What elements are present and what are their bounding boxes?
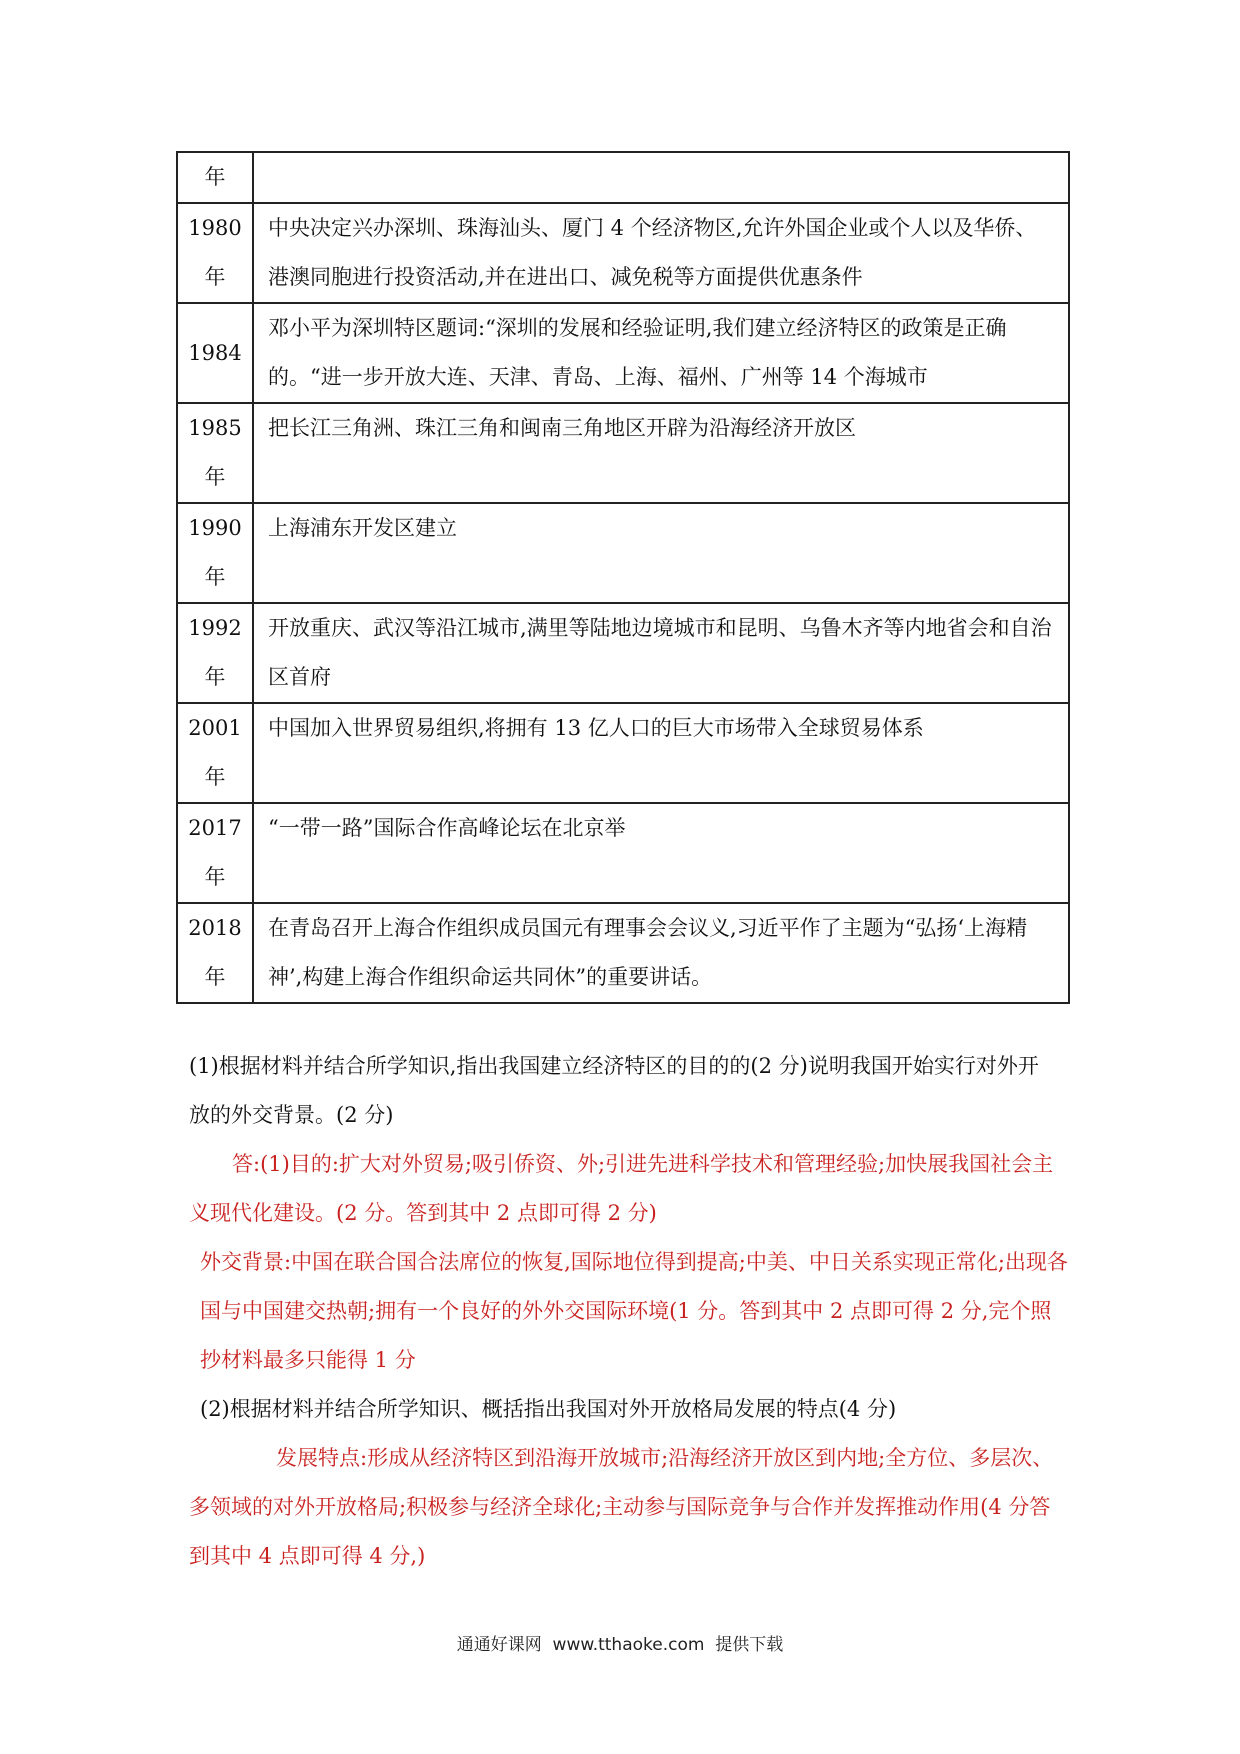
timeline-table xyxy=(176,151,1070,1004)
year-text: 1980 年 xyxy=(188,216,242,289)
year-text: 1984 xyxy=(188,340,242,365)
event-cell xyxy=(253,152,1069,203)
answer-1-background: 外交背景:中国在联合国合法席位的恢复,国际地位得到提高;中美、中日关系实现正常化;出现各国与中国建交热朝;拥有一个良好的外外交国际环境(1 分。答到其中 2 点即可得 2 分,完个照抄材料最多只能得 1 分 xyxy=(200,1250,1068,1372)
question-2: (2)根据材料并结合所学知识、概括指出我国对外开放格局发展的特点(4 分) xyxy=(200,1397,897,1421)
year-text: 2018 年 xyxy=(188,916,242,989)
event-cell: 开放重庆、武汉等沿江城市,满里等陆地边境城市和昆明、乌鲁木齐等内地省会和自治区首府 xyxy=(253,603,1069,703)
year-cell xyxy=(177,603,253,703)
question-1: (1)根据材料并结合所学知识,指出我国建立经济特区的目的的(2 分)说明我国开始实行对外开放的外交背景。(2 分) xyxy=(189,1054,1039,1127)
table-row xyxy=(177,503,1069,603)
table-row xyxy=(177,603,1069,703)
year-cell xyxy=(177,903,253,1003)
year-cell xyxy=(177,803,253,903)
footer-credit: 通通好课网 www.tthaoke.com 提供下载 xyxy=(456,1635,784,1655)
year-cell: 年 xyxy=(177,152,253,203)
answer-1-purpose: 答:(1)目的:扩大对外贸易;吸引侨资、外;引进先进科学技术和管理经验;加快展我国社会主义现代化建设。(2 分。答到其中 2 点即可得 2 分) xyxy=(189,1152,1054,1225)
event-cell: 把长江三角洲、珠江三角和闽南三角地区开辟为沿海经济开放区 xyxy=(253,403,1069,503)
year-text: 1990 年 xyxy=(188,516,242,589)
event-cell: 邓小平为深圳特区题词:“深圳的发展和经验证明,我们建立经济特区的政策是正确的。“进一步开放大连、天津、青岛、上海、福州、广州等 14 个海城市 xyxy=(253,303,1069,403)
event-cell: 在青岛召开上海合作组织成员国元有理事会会议义,习近平作了主题为“弘扬‘上海精神’,构建上海合作组织命运共同休”的重要讲话。 xyxy=(253,903,1069,1003)
year-cell xyxy=(177,203,253,303)
answer-2: 发展特点:形成从经济特区到沿海开放城市;沿海经济开放区到内地;全方位、多层次、多领域的对外开放格局;积极参与经济全球化;主动参与国际竞争与合作并发挥推动作用(4 分答到其中 4 点即可得 4 分,) xyxy=(189,1446,1054,1568)
table-row xyxy=(177,203,1069,303)
table-row xyxy=(177,303,1069,403)
table-row xyxy=(177,703,1069,803)
year-text: 2001 年 xyxy=(188,716,242,789)
table-row xyxy=(177,903,1069,1003)
event-cell: 中国加入世界贸易组织,将拥有 13 亿人口的巨大市场带入全球贸易体系 xyxy=(253,703,1069,803)
table-row xyxy=(177,152,1069,203)
year-text: 2017 年 xyxy=(188,816,242,889)
table-row xyxy=(177,803,1069,903)
year-cell xyxy=(177,403,253,503)
year-cell xyxy=(177,303,253,403)
year-cell xyxy=(177,703,253,803)
event-cell: “一带一路”国际合作高峰论坛在北京举 xyxy=(253,803,1069,903)
event-cell: 上海浦东开发区建立 xyxy=(253,503,1069,603)
year-cell xyxy=(177,503,253,603)
year-text: 1992 年 xyxy=(188,616,242,689)
event-cell: 中央决定兴办深圳、珠海汕头、厦门 4 个经济物区,允许外国企业或个人以及华侨、港澳同胞进行投资活动,并在进出口、减免税等方面提供优惠条件 xyxy=(253,203,1069,303)
table-row xyxy=(177,403,1069,503)
year-text: 1985 年 xyxy=(188,416,242,489)
